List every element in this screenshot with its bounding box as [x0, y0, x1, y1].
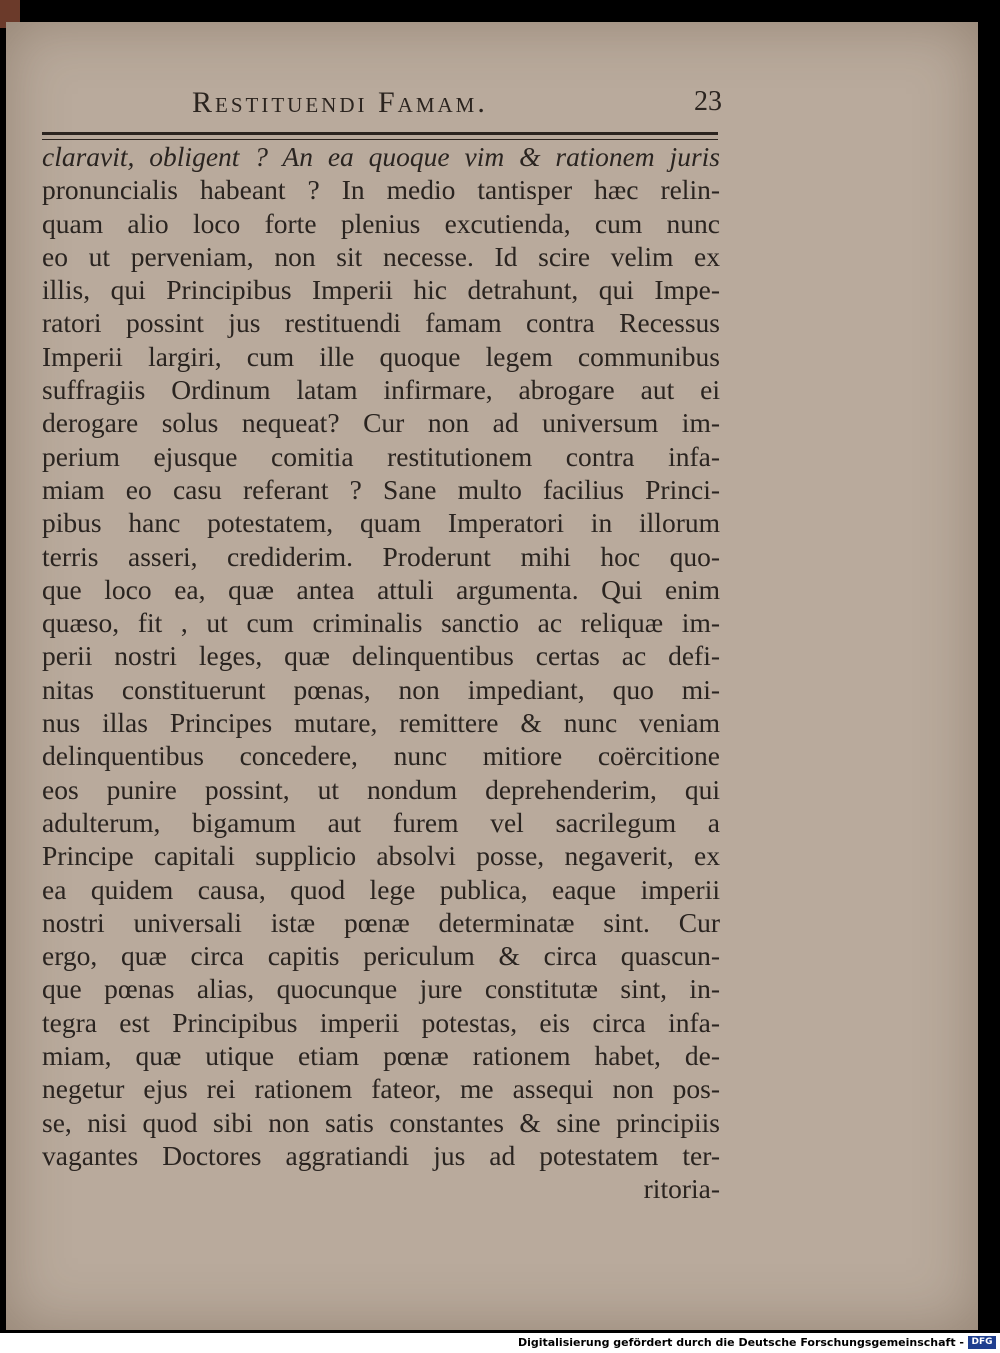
text-line: quæso, fit , ut cum criminalis sanctio ac reliquæ im- [42, 607, 720, 639]
text-line: ea quidem causa, quod lege publica, eaque imperii [42, 873, 720, 905]
header-rule [42, 132, 718, 140]
text-line: suffragiis Ordinum latam infirmare, abrogare aut ei [42, 374, 720, 406]
text-line: que pœnas alias, quocunque jure constitutæ sint, in- [42, 973, 720, 1005]
running-title: Restituendi Famam. [192, 86, 488, 119]
text-line: Imperii largiri, cum ille quoque legem communibus [42, 340, 720, 372]
text-line: tegra est Principibus imperii potestas, eis circa infa- [42, 1006, 720, 1038]
funding-credit: Digitalisierung gefördert durch die Deutsche Forschungsgemeinschaft - [517, 1336, 964, 1349]
text-line: que loco ea, quæ antea attuli argumenta. Qui enim [42, 573, 720, 605]
text-line: nus illas Principes mutare, remittere & nunc veniam [42, 707, 720, 739]
text-line: perium ejusque comitia restitutionem contra infa- [42, 440, 720, 472]
text-line: nitas constituerunt pœnas, non impediant, quo mi- [42, 673, 720, 705]
text-line: miam eo casu referant ? Sane multo facilius Princi- [42, 473, 720, 505]
text-line: eo ut perveniam, non sit necesse. Id scire velim ex [42, 240, 720, 272]
text-line: perii nostri leges, quæ delinquentibus certas ac defi- [42, 640, 720, 672]
text-line: illis, qui Principibus Imperii hic detrahunt, qui Impe- [42, 274, 720, 306]
text-line: negetur ejus rei rationem fateor, me assequi non pos- [42, 1073, 720, 1105]
text-line: adulterum, bigamum aut furem vel sacrilegum a [42, 806, 720, 838]
dfg-logo: DFG [968, 1336, 996, 1349]
text-line: pibus hanc potestatem, quam Imperatori in illorum [42, 507, 720, 539]
text-line: ergo, quæ circa capitis periculum & circa quascun- [42, 940, 720, 972]
text-line: terris asseri, crediderim. Proderunt mihi hoc quo- [42, 540, 720, 572]
text-line: nostri universali istæ pœnæ determinatæ sint. Cur [42, 906, 720, 938]
text-line: pronuncialis habeant ? In medio tantisper hæc relin- [42, 174, 720, 206]
footer-bar [0, 1333, 1000, 1353]
body-text [42, 140, 720, 1206]
text-line: derogare solus nequeat? Cur non ad universum im- [42, 407, 720, 439]
text-line: se, nisi quod sibi non satis constantes & sine principiis [42, 1106, 720, 1138]
text-line: quam alio loco forte plenius excutienda, cum nunc [42, 207, 720, 239]
catchword: ritoria- [643, 1173, 720, 1205]
page-header [42, 86, 722, 126]
text-line: miam, quæ utique etiam pœnæ rationem habet, de- [42, 1040, 720, 1072]
text-line: claravit, obligent ? An ea quoque vim & rationem juris [42, 141, 720, 172]
text-line: delinquentibus concedere, nunc mitiore coërcitione [42, 740, 720, 772]
page-number: 23 [694, 86, 722, 117]
text-line: Principe capitali supplicio absolvi posse, negaverit, ex [42, 840, 720, 872]
text-line: eos punire possint, ut nondum deprehenderim, qui [42, 773, 720, 805]
text-line: ratori possint jus restituendi famam contra Recessus [42, 307, 720, 339]
text-line: vagantes Doctores aggratiandi jus ad potestatem ter- [42, 1139, 720, 1171]
